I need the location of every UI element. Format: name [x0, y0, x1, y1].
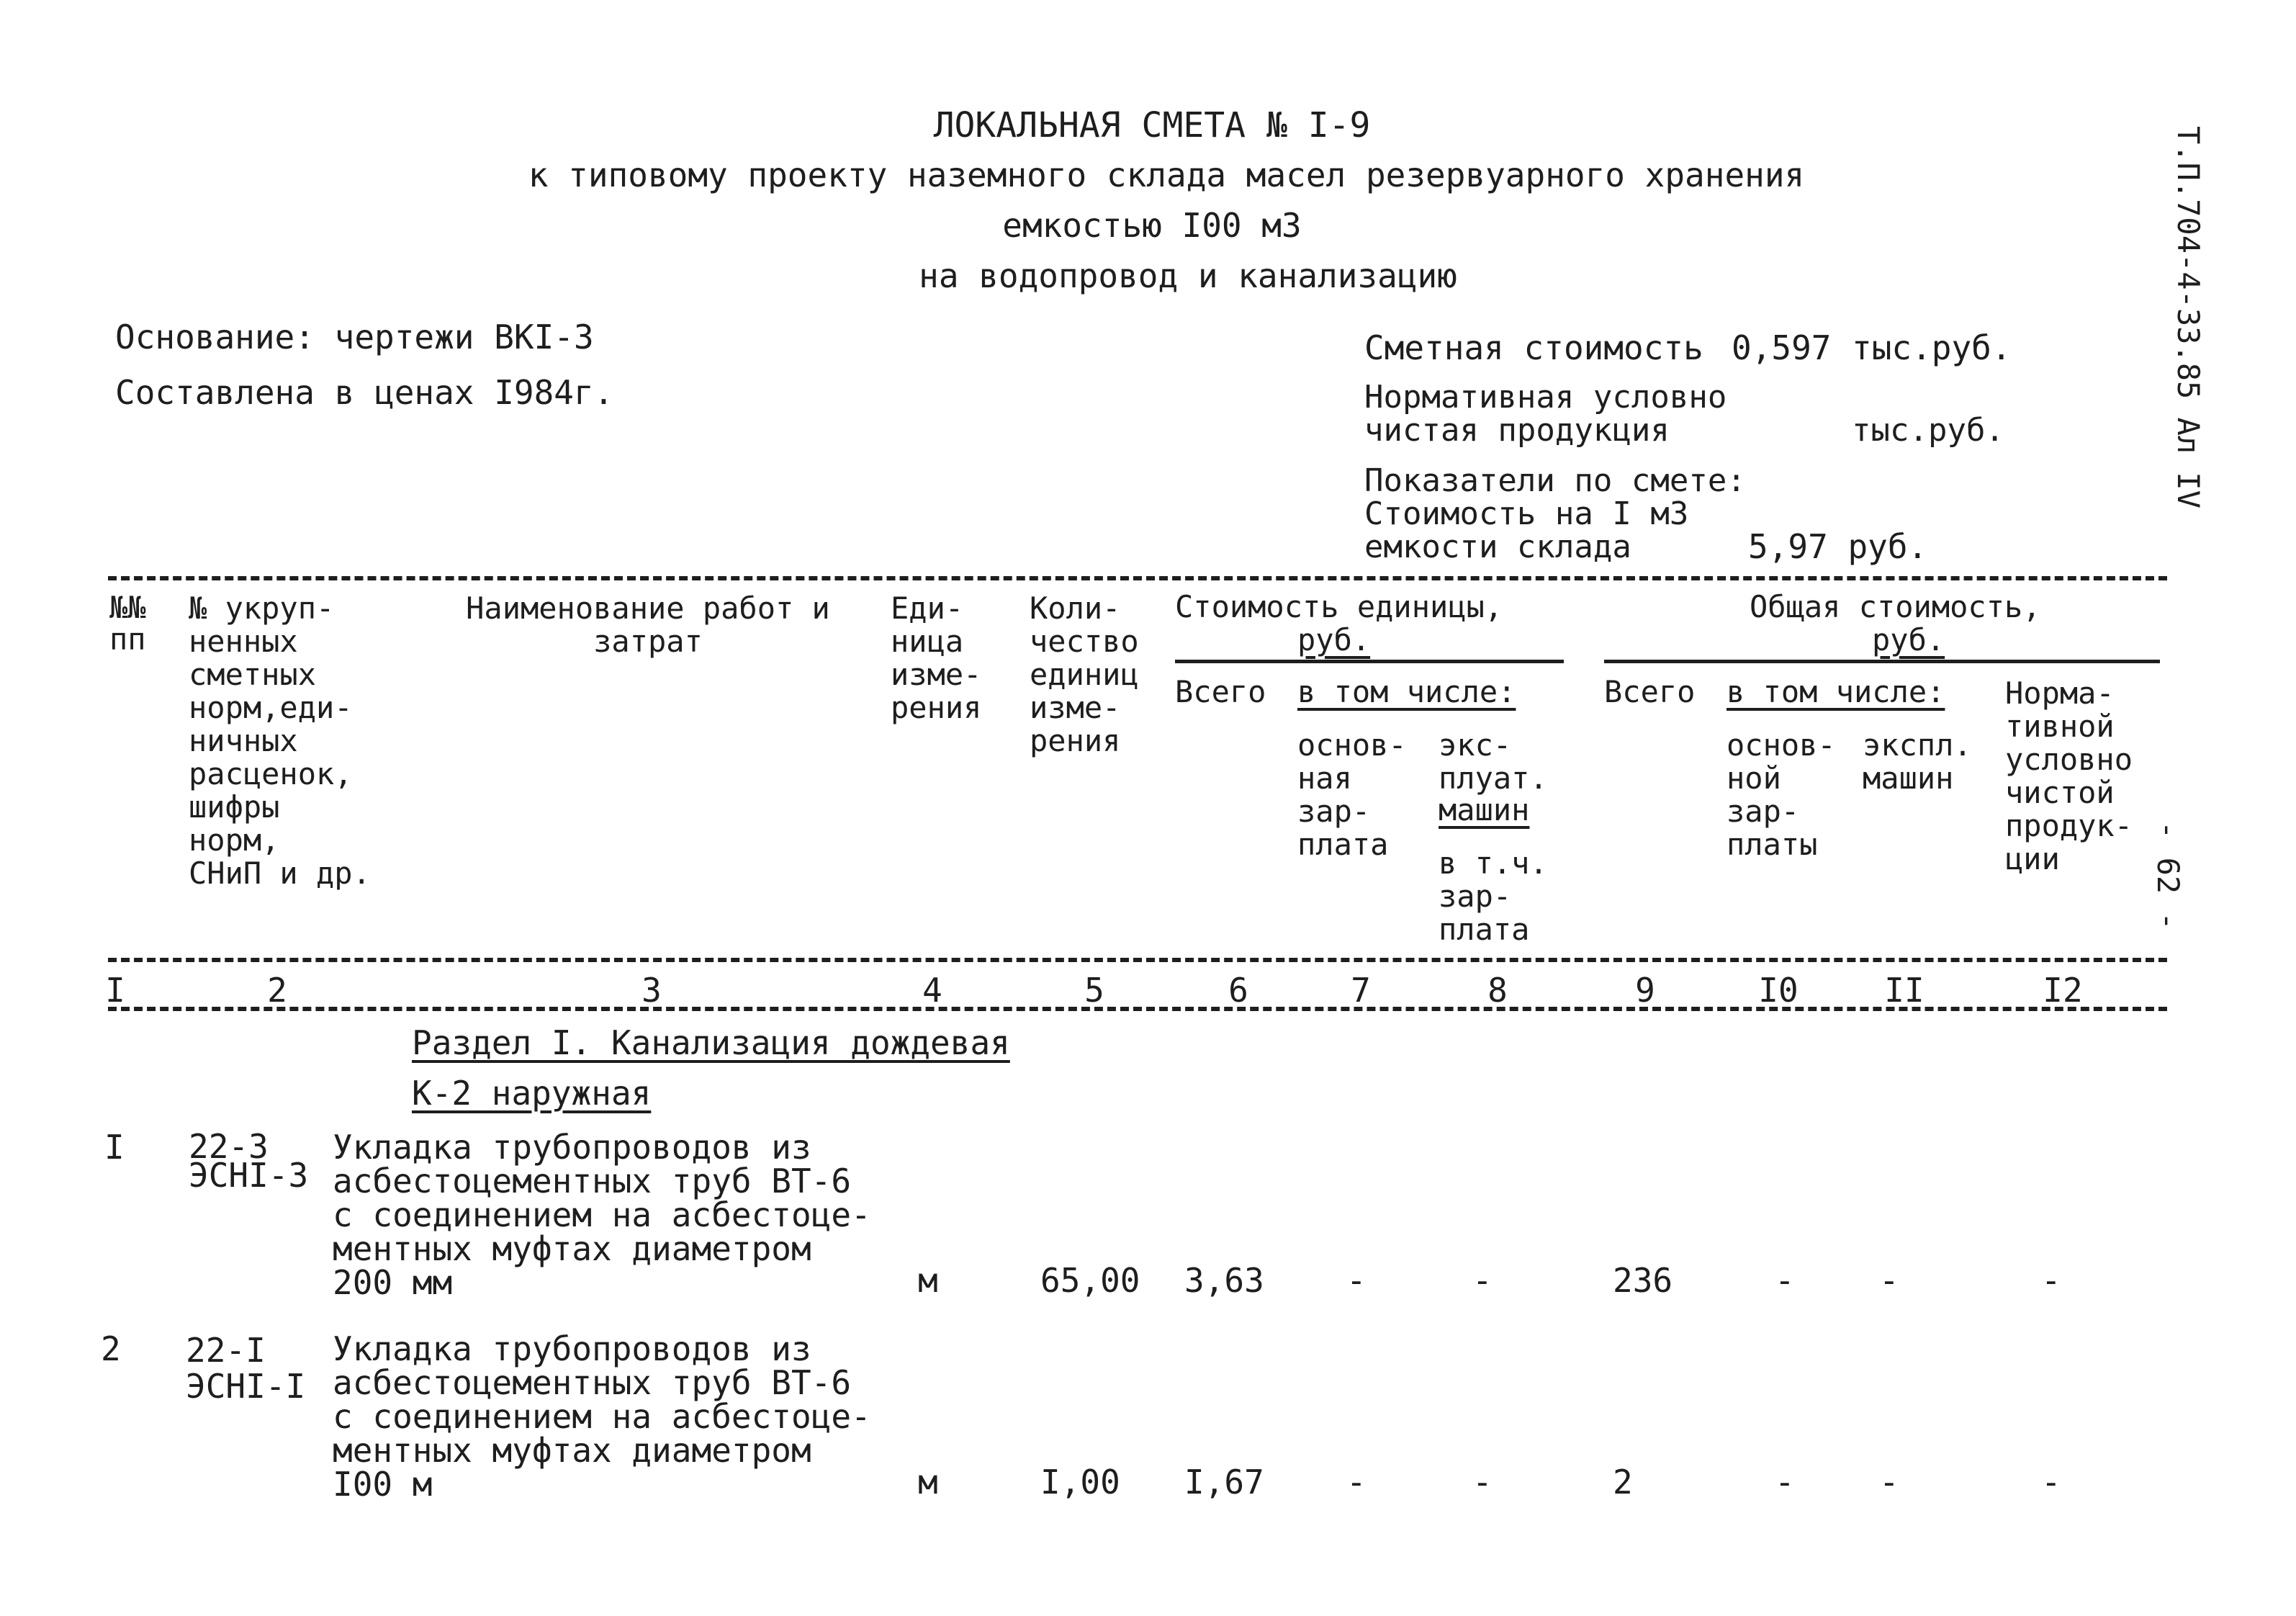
column-number: I — [105, 971, 125, 1010]
row-number: I — [104, 1128, 125, 1167]
row-code: 22-I ЭСНI-I — [186, 1331, 306, 1406]
document-subtitle: к типовому проекту наземного склада масел резервуарного хранения — [528, 156, 1805, 194]
row-total: 236 — [1613, 1261, 1673, 1300]
column-number: II — [1884, 971, 1924, 1010]
column-number: 4 — [922, 971, 942, 1010]
col-header-unit-machines-wage: в т.ч. зар- плата — [1439, 845, 1548, 947]
row-total: 2 — [1613, 1463, 1633, 1501]
unit-cost-group-header: Стоимость единицы, — [1175, 589, 1503, 624]
column-number: I2 — [2043, 971, 2083, 1010]
row-total-machines: - — [1879, 1463, 1899, 1501]
table-top-rule — [108, 576, 2167, 580]
unit-including-header: в том числе: — [1297, 674, 1516, 709]
basis-prices: Составлена в ценах I984г. — [115, 373, 614, 412]
cost-per-m3-label-2: емкости склада — [1364, 529, 1631, 565]
row-code: 22-3 ЭСНI-3 — [189, 1127, 309, 1195]
unit-cost-rule — [1175, 660, 1564, 663]
column-number: 5 — [1084, 971, 1104, 1010]
row-unit-machines: - — [1472, 1463, 1493, 1501]
header-bottom-rule — [108, 958, 2167, 962]
row-total-wage: - — [1775, 1261, 1795, 1300]
column-number: 9 — [1635, 971, 1655, 1010]
page-number: - 62 - — [2151, 821, 2186, 930]
unit-cost-rub: руб. — [1297, 622, 1371, 657]
basis-drawings: Основание: чертежи ВКI-3 — [115, 318, 594, 356]
col-header-unit-machines: экс- плуат. — [1439, 727, 1548, 796]
col-header-unit-total: Всего — [1175, 674, 1266, 709]
normative-unit: тыс.руб. — [1852, 412, 2004, 449]
row-total-wage: - — [1775, 1463, 1795, 1501]
col-header-unit: Еди- ница изме- рения — [891, 591, 982, 725]
col-header-total: Всего — [1604, 674, 1696, 709]
cost-per-m3-label-1: Стоимость на I м3 — [1364, 495, 1689, 532]
col-header-quantity: Коли- чество единиц изме- рения — [1030, 591, 1139, 758]
column-number: 6 — [1228, 971, 1248, 1010]
row-unit-wage: - — [1346, 1463, 1367, 1501]
estimated-cost-value: 0,597 — [1732, 328, 1832, 367]
row-unit-machines: - — [1472, 1261, 1493, 1300]
row-normative: - — [2041, 1463, 2061, 1501]
section-subtitle: К-2 наружная — [412, 1074, 652, 1113]
row-unit-wage: - — [1346, 1261, 1367, 1300]
estimated-cost-unit: тыс.руб. — [1852, 328, 2012, 367]
col-header-number: №№ пп — [109, 590, 146, 657]
total-cost-group-header: Общая стоимость, — [1750, 589, 2041, 624]
total-cost-rule — [1604, 660, 2160, 663]
col-header-total-machines: экспл. машин — [1863, 727, 1972, 796]
normative-label-2: чистая продукция — [1364, 412, 1670, 449]
indicators-label: Показатели по смете: — [1364, 462, 1746, 499]
row-unit: м — [918, 1261, 938, 1300]
row-number: 2 — [101, 1329, 121, 1368]
col-header-code: № укруп- ненных сметных норм,еди- ничных расценок, шифры норм, СНиП и др. — [189, 591, 371, 891]
total-including-header: в том числе: — [1726, 674, 1945, 709]
total-cost-rub: руб. — [1872, 622, 1945, 657]
estimated-cost-label: Сметная стоимость — [1364, 328, 1703, 367]
capacity-line: емкостью I00 м3 — [1002, 206, 1302, 245]
column-number: 7 — [1351, 971, 1371, 1010]
project-code: Т.П.704-4-33.85 Ал IV — [2171, 126, 2206, 509]
scope-line: на водопровод и канализацию — [919, 256, 1457, 295]
column-number: 3 — [641, 971, 662, 1010]
row-name: Укладка трубопроводов из асбестоцементных труб ВТ-6 с соединением на асбестоце- ментных муфтах диаметром I00 м — [333, 1329, 871, 1504]
col-header-normative: Норма- тивной условно чистой продук- ции — [2005, 675, 2133, 876]
row-unit-total: 3,63 — [1184, 1261, 1264, 1300]
section-title: Раздел I. Канализация дождевая — [412, 1023, 1010, 1062]
row-unit: м — [918, 1463, 938, 1501]
column-number: 2 — [267, 971, 287, 1010]
row-normative: - — [2041, 1261, 2061, 1300]
column-number: 8 — [1487, 971, 1508, 1010]
column-number: I0 — [1758, 971, 1798, 1010]
row-unit-total: I,67 — [1184, 1463, 1264, 1501]
col-header-unit-wage: основ- ная зар- плата — [1297, 727, 1407, 862]
col-header-unit-machines-2: машин — [1439, 792, 1530, 827]
column-numbers-rule — [108, 1007, 2167, 1011]
row-total-machines: - — [1879, 1261, 1899, 1300]
normative-label-1: Нормативная условно — [1364, 379, 1727, 416]
cost-per-m3-value: 5,97 руб. — [1748, 527, 1928, 566]
col-header-total-wage: основ- ной зар- платы — [1726, 727, 1836, 862]
row-name: Укладка трубопроводов из асбестоцементных труб ВТ-6 с соединением на асбестоце- ментных муфтах диаметром 200 мм — [333, 1128, 871, 1302]
document-title: ЛОКАЛЬНАЯ СМЕТА № I-9 — [933, 105, 1371, 145]
row-quantity: I,00 — [1040, 1463, 1120, 1501]
col-header-name: Наименование работ и затрат — [466, 591, 830, 659]
row-quantity: 65,00 — [1040, 1261, 1140, 1300]
